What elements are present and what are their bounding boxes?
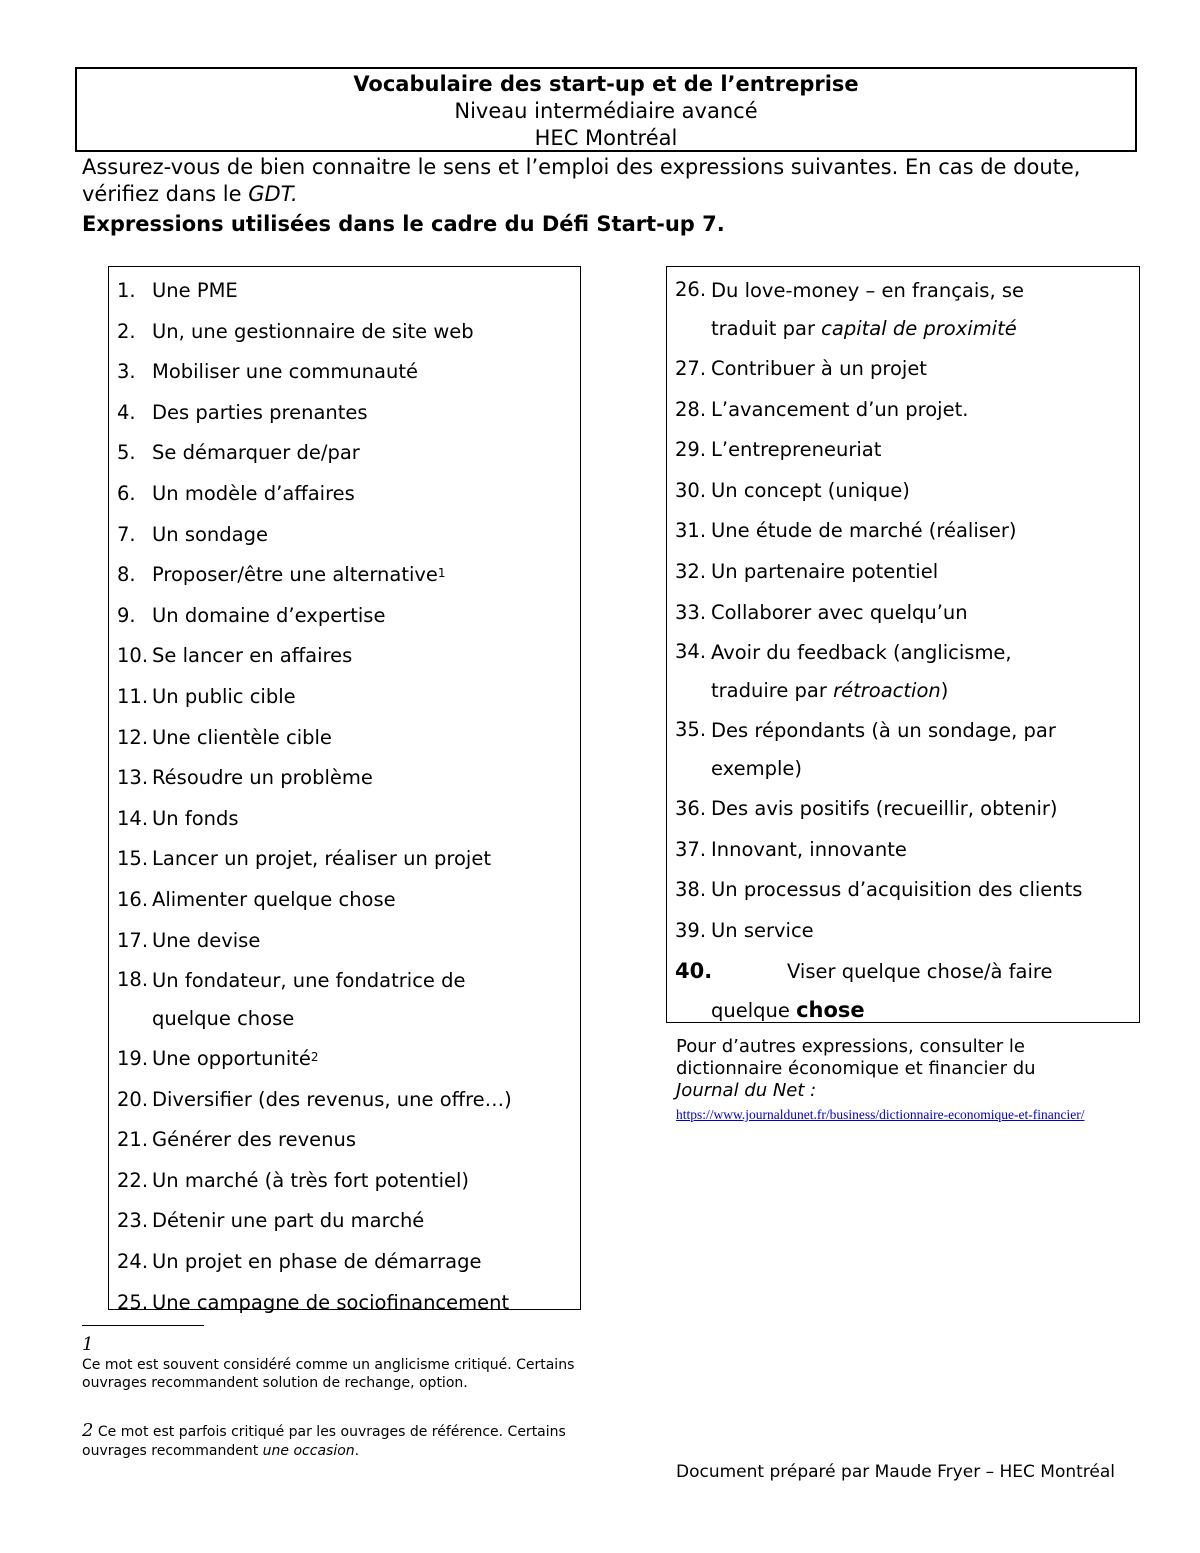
- item-text: Une étude de marché (réaliser): [711, 519, 1017, 543]
- item-number: 30.: [675, 478, 707, 502]
- list-item: [667, 830, 1139, 871]
- footnote-text: Ce mot est parfois critiqué par les ouvrages de référence. Certains ouvrages recommandent: [82, 1424, 566, 1459]
- item-text: Un modèle d’affaires: [152, 481, 355, 505]
- item-text: Un processus d’acquisition des clients: [711, 878, 1083, 902]
- item-continuation-text: exemple): [711, 757, 802, 781]
- item-number: 19.: [117, 1047, 149, 1071]
- gdt-reference: GDT.: [248, 182, 298, 206]
- list-item: [109, 961, 580, 1039]
- item-text: Viser quelque chose/à faire: [787, 959, 1053, 983]
- item-number: 17.: [117, 928, 149, 952]
- item-text: Un projet en phase de démarrage: [152, 1250, 482, 1274]
- item-number: 11.: [117, 684, 149, 708]
- item-text: Un partenaire potentiel: [711, 559, 939, 583]
- item-number: 7.: [117, 522, 136, 546]
- list-item: [667, 593, 1139, 634]
- item-number: 8.: [117, 563, 136, 587]
- item-number: 31.: [675, 519, 707, 543]
- item-text: Collaborer avec quelqu’un: [711, 600, 968, 624]
- item-text: Générer des revenus: [152, 1128, 356, 1152]
- item-text: Une clientèle cible: [152, 725, 332, 749]
- item-number: 4.: [117, 400, 136, 424]
- item-number: 28.: [675, 397, 707, 421]
- intro-paragraph: [82, 154, 1152, 208]
- footer-credit: Document préparé par Maude Fryer – HEC Montréal: [676, 1462, 1116, 1482]
- item-continuation-text: quelque chose: [152, 1007, 295, 1031]
- list-item: [109, 393, 580, 434]
- item-number: 3.: [117, 360, 136, 384]
- left-vocabulary-list: [109, 271, 580, 1323]
- item-continuation: [711, 991, 1139, 1030]
- footnote-text: Ce mot est souvent considéré comme un anglicisme critiqué. Certains ouvrages recommandent solution de rechange, option.: [82, 1357, 575, 1391]
- list-item: [109, 718, 580, 759]
- item-text: Des parties prenantes: [152, 400, 368, 424]
- item-continuation-text: traduit par: [711, 317, 822, 340]
- item-number: 29.: [675, 438, 707, 462]
- list-item: [667, 633, 1139, 711]
- list-item: [109, 352, 580, 393]
- item-text: Se lancer en affaires: [152, 644, 353, 668]
- item-text: Des répondants (à un sondage, par: [711, 719, 1056, 743]
- item-text: Des avis positifs (recueillir, obtenir): [711, 797, 1058, 821]
- item-number: 22.: [117, 1168, 149, 1192]
- item-number: 6.: [117, 481, 136, 505]
- list-item-40: [667, 952, 1139, 1031]
- list-item: [109, 1120, 580, 1161]
- item-number: 25.: [117, 1290, 149, 1314]
- item-continuation-tail: ): [940, 679, 949, 703]
- item-number: 12.: [117, 725, 149, 749]
- left-vocabulary-box: [108, 266, 581, 1314]
- title-box: [75, 67, 1137, 152]
- footnote-1: [82, 1334, 582, 1392]
- journal-name: Journal du Net :: [676, 1080, 817, 1101]
- footnote-tail: .: [354, 1443, 360, 1459]
- list-item: [109, 312, 580, 353]
- list-item: [667, 349, 1139, 390]
- item-continuation-italic: rétroaction: [833, 679, 941, 703]
- item-number: 2.: [117, 319, 136, 343]
- right-vocabulary-list: [667, 271, 1139, 952]
- item-continuation-text: traduire par: [711, 679, 834, 703]
- list-item: [667, 390, 1139, 431]
- list-item: [667, 711, 1139, 789]
- item-continuation-italic: capital de proximité: [821, 317, 1017, 340]
- list-item: [109, 596, 580, 637]
- item-number: 5.: [117, 441, 136, 465]
- item-text: Alimenter quelque chose: [152, 887, 396, 911]
- item-text: Proposer/être une alternative: [152, 563, 438, 587]
- item-text: L’entrepreneuriat: [711, 438, 882, 462]
- list-item: [109, 271, 580, 312]
- list-item: [109, 1039, 580, 1080]
- list-item: [667, 471, 1139, 512]
- list-item: [109, 1283, 580, 1324]
- item-text: Contribuer à un projet: [711, 357, 927, 380]
- item-text: Innovant, innovante: [711, 837, 907, 861]
- document-title: Vocabulaire des start-up et de l’entreprise: [353, 72, 859, 96]
- list-item: [109, 758, 580, 799]
- list-item: [109, 1161, 580, 1202]
- item-text: Diversifier (des revenus, une offre…): [152, 1087, 512, 1111]
- item-continuation-text: quelque: [711, 998, 797, 1022]
- dictionary-link[interactable]: https://www.journaldunet.fr/business/dictionnaire-economique-et-financier/: [676, 1107, 1085, 1122]
- item-text: Se démarquer de/par: [152, 441, 360, 465]
- list-item: [109, 474, 580, 515]
- list-item: [109, 1201, 580, 1242]
- list-item: [109, 677, 580, 718]
- item-number: 32.: [675, 559, 707, 583]
- list-item: [109, 433, 580, 474]
- footnote-number: 1: [82, 1334, 94, 1355]
- item-text: Avoir du feedback (anglicisme,: [711, 641, 1012, 665]
- list-item: [667, 911, 1139, 952]
- references-text: Pour d’autres expressions, consulter le dictionnaire économique et financier du: [676, 1036, 1036, 1079]
- item-continuation: [711, 310, 1139, 348]
- item-number: 23.: [117, 1209, 149, 1233]
- list-item: [109, 799, 580, 840]
- subheading: Expressions utilisées dans le cadre du Défi Start-up 7.: [82, 212, 725, 236]
- item-number: 37.: [675, 837, 707, 861]
- item-text: Un service: [711, 918, 814, 942]
- item-text: Une PME: [152, 279, 238, 302]
- item-continuation-bold: chose: [796, 997, 865, 1022]
- item-text: Un sondage: [152, 522, 268, 546]
- item-number: 21.: [117, 1128, 149, 1152]
- list-item: [667, 430, 1139, 471]
- item-text: Un fonds: [152, 806, 239, 830]
- item-text: Résoudre un problème: [152, 766, 373, 790]
- item-number: 27.: [675, 357, 707, 380]
- item-continuation: [711, 672, 1139, 710]
- item-number: 40.: [675, 958, 713, 983]
- item-text: L’avancement d’un projet.: [711, 397, 969, 421]
- item-text: Une campagne de sociofinancement: [152, 1290, 510, 1314]
- footnote-2: [82, 1420, 582, 1460]
- item-number: 10.: [117, 644, 149, 668]
- list-item: [109, 921, 580, 962]
- footnote-marker: 2: [310, 1050, 319, 1065]
- footnote-number: 2: [82, 1420, 94, 1441]
- item-text: Un domaine d’expertise: [152, 603, 386, 627]
- item-continuation: [711, 750, 1139, 788]
- item-number: 33.: [675, 600, 707, 624]
- item-number: 39.: [675, 918, 707, 942]
- item-text: Mobiliser une communauté: [152, 360, 418, 384]
- footnote-separator: [82, 1325, 204, 1326]
- item-text: Un public cible: [152, 684, 296, 708]
- footnote-italic: une occasion: [262, 1443, 355, 1459]
- references-note: [676, 1036, 1136, 1123]
- list-item: [667, 271, 1139, 349]
- right-vocabulary-box: [666, 266, 1140, 1023]
- item-number: 13.: [117, 766, 149, 790]
- list-item: [109, 880, 580, 921]
- item-number: 34.: [675, 640, 707, 664]
- item-text: Un concept (unique): [711, 478, 910, 502]
- item-continuation: [152, 1000, 580, 1038]
- item-number: 24.: [117, 1250, 149, 1274]
- item-number: 16.: [117, 887, 149, 911]
- item-40-list: [667, 952, 1139, 1031]
- school-name: HEC Montréal: [534, 126, 678, 150]
- item-text: Un marché (à très fort potentiel): [152, 1168, 470, 1192]
- item-number: 26.: [675, 278, 707, 301]
- intro-text: Assurez-vous de bien connaitre le sens et l’emploi des expressions suivantes. En cas de doute, vérifiez dans le: [82, 155, 1081, 206]
- item-text: Un, une gestionnaire de site web: [152, 319, 474, 343]
- item-number: 9.: [117, 603, 136, 627]
- list-item: [667, 552, 1139, 593]
- item-number: 36.: [675, 797, 707, 821]
- footnote-marker: 1: [437, 566, 446, 581]
- level-subtitle: Niveau intermédiaire avancé: [454, 99, 758, 123]
- item-text: Une opportunité: [152, 1047, 311, 1071]
- item-text: Une devise: [152, 928, 261, 952]
- item-text: Détenir une part du marché: [152, 1209, 425, 1233]
- list-item: [109, 839, 580, 880]
- item-text: Du love-money – en français, se: [711, 279, 1025, 302]
- item-number: 20.: [117, 1087, 149, 1111]
- list-item: [667, 870, 1139, 911]
- item-number: 38.: [675, 878, 707, 902]
- list-item: [667, 511, 1139, 552]
- list-item: [109, 1242, 580, 1283]
- list-item: [109, 1080, 580, 1121]
- item-number: 14.: [117, 806, 149, 830]
- list-item: [109, 555, 580, 596]
- item-number: 15.: [117, 847, 149, 871]
- item-number: 1.: [117, 279, 136, 302]
- item-text: Lancer un projet, réaliser un projet: [152, 847, 491, 871]
- item-text: Un fondateur, une fondatrice de: [152, 969, 466, 993]
- list-item: [667, 789, 1139, 830]
- list-item: [109, 636, 580, 677]
- list-item: [109, 515, 580, 556]
- item-number: 18.: [117, 968, 149, 992]
- item-number: 35.: [675, 718, 707, 742]
